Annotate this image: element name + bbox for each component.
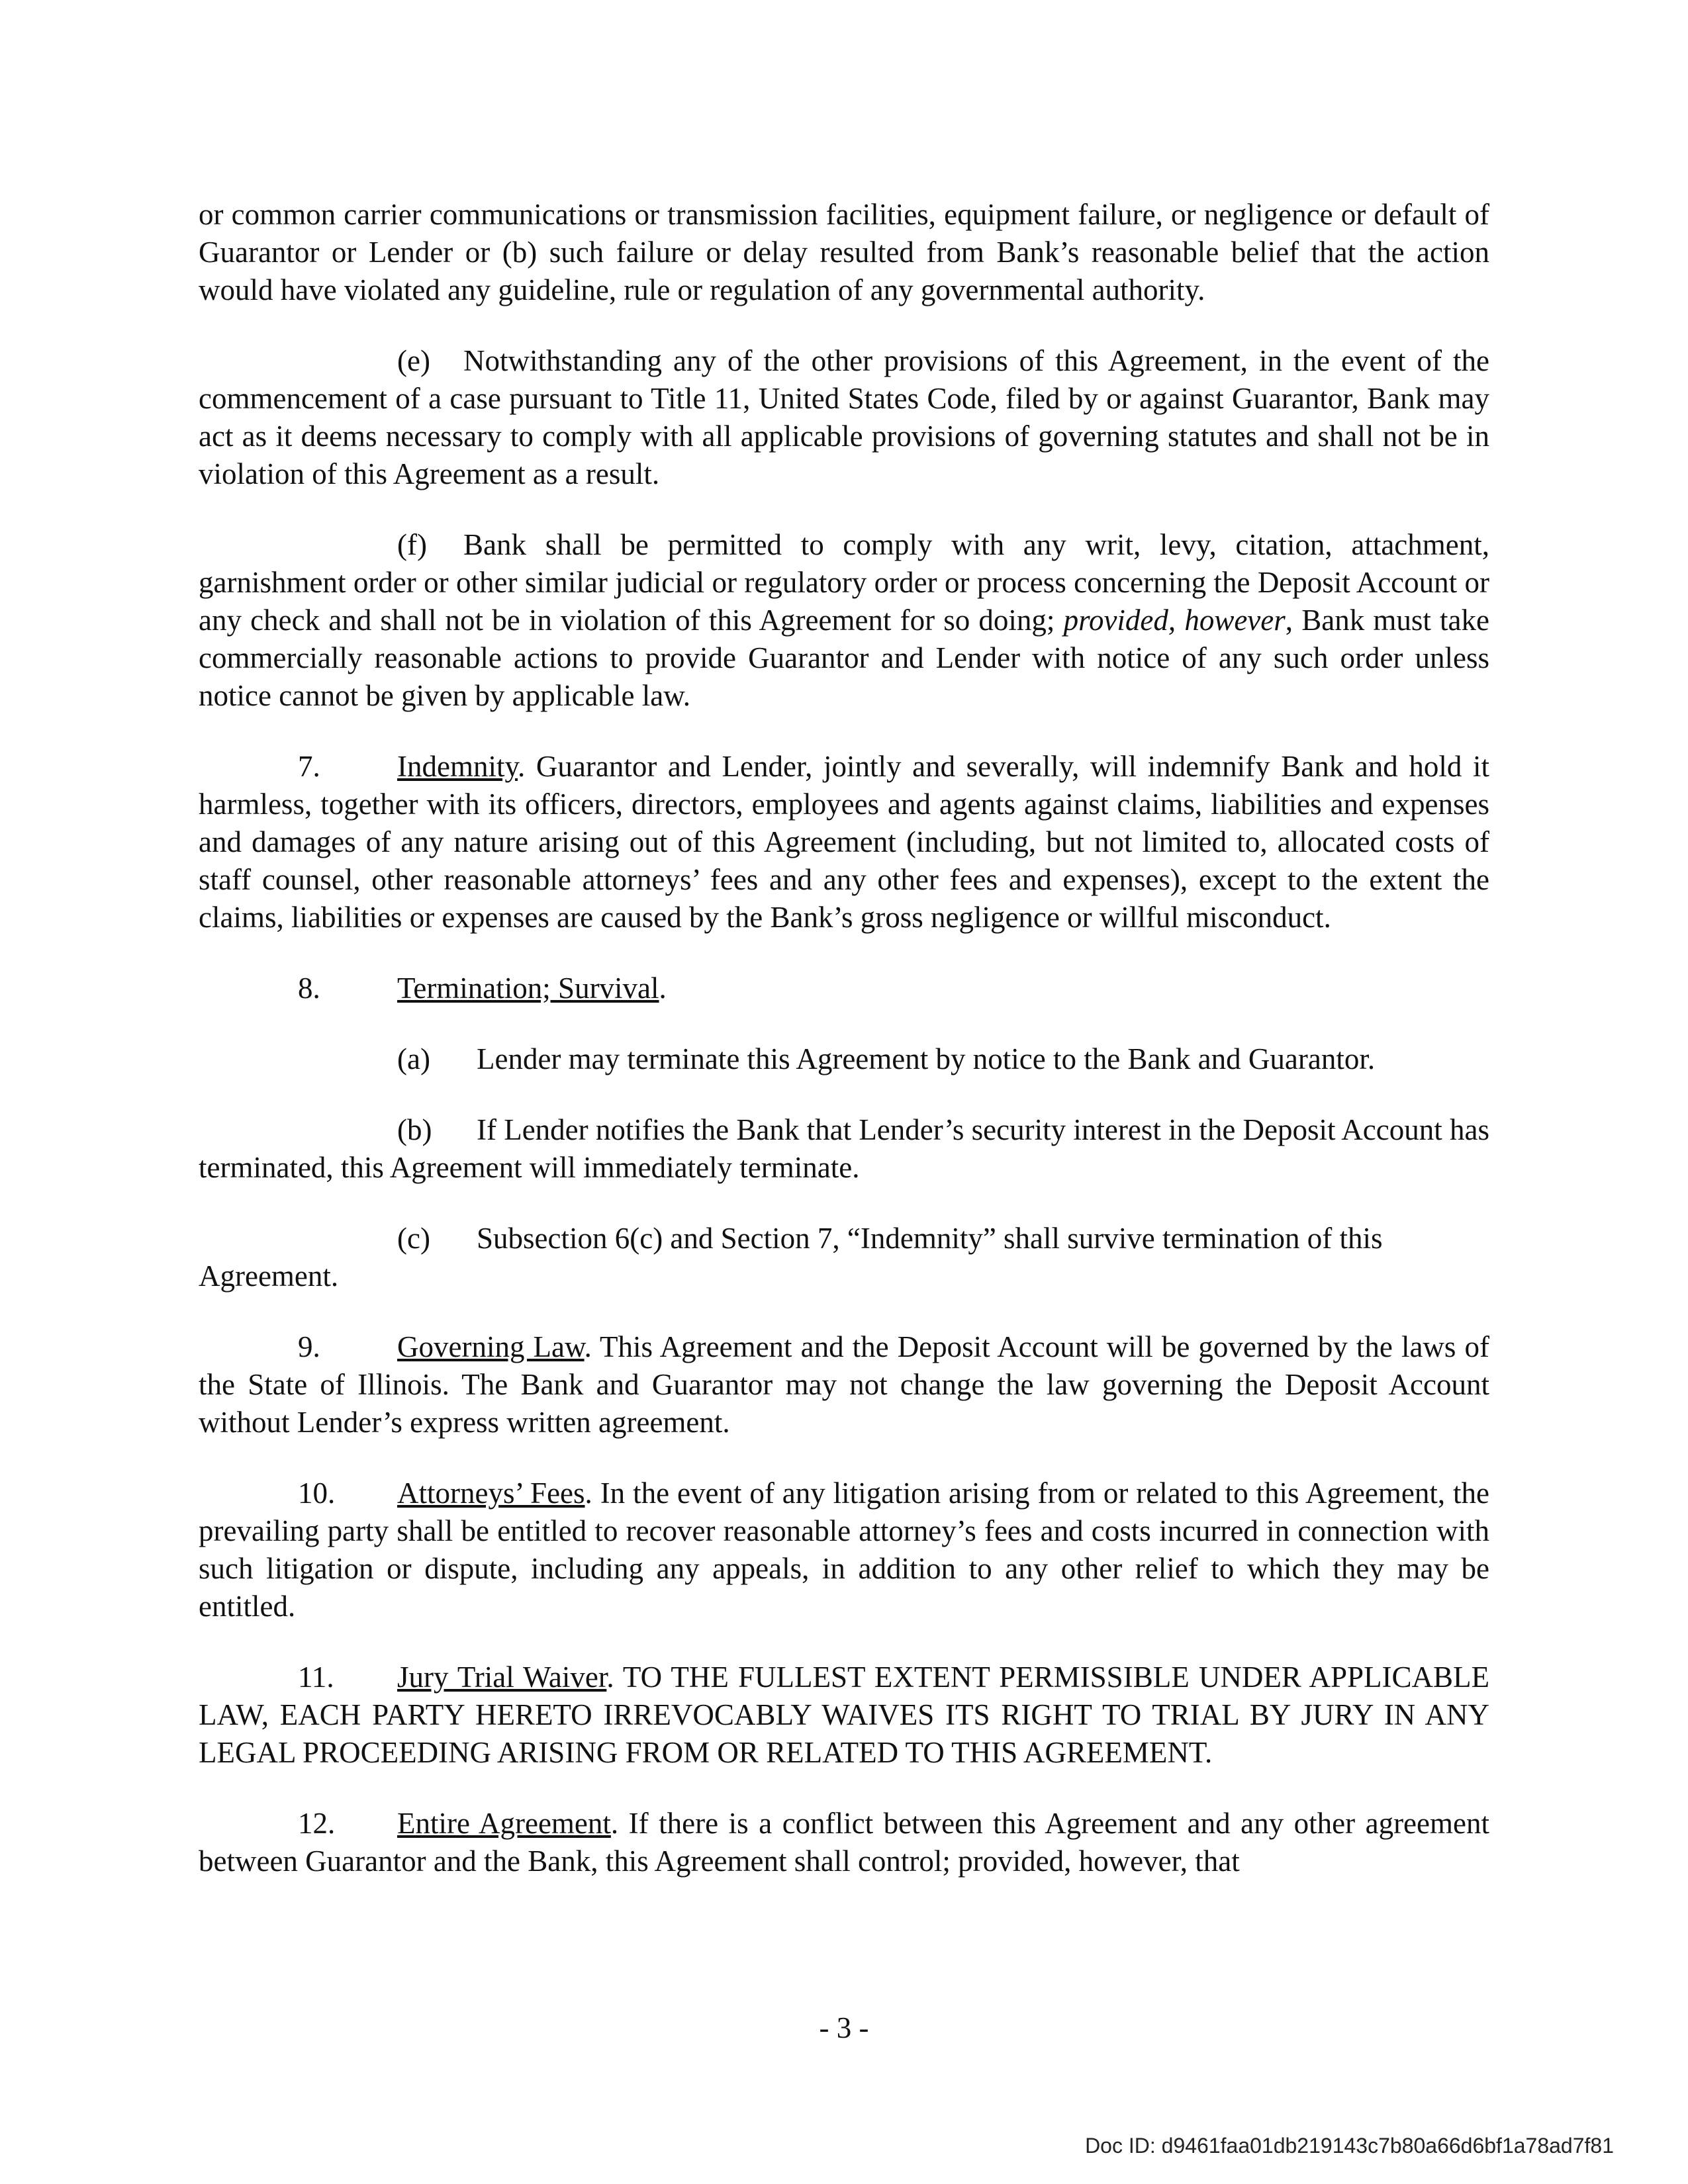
subsection-8a-label: (a) [397, 1042, 430, 1075]
subsection-8b-label: (b) [397, 1113, 432, 1146]
section-12-text: . If there is a conflict between this Agreement and any other agreement between Guarantor and the Bank, this Agreement shall control; provided, however, that [199, 1807, 1489, 1878]
section-12-heading: Entire Agreement [397, 1807, 611, 1840]
subsection-8a-text: Lender may terminate this Agreement by notice to the Bank and Guarantor. [477, 1042, 1376, 1075]
section-7-number: 7. [298, 750, 320, 783]
subsection-8b-text: If Lender notifies the Bank that Lender’s security interest in the Deposit Account has terminated, this Agreement will immediately terminate. [199, 1113, 1489, 1184]
section-10-heading: Attorneys’ Fees [397, 1477, 585, 1510]
subsection-e-label: (e) [397, 344, 430, 377]
subsection-f-italic: provided, however [1063, 604, 1286, 637]
section-10-text: . In the event of any litigation arising from or related to this Agreement, the prevailing party shall be entitled to recover reasonable attorney’s fees and costs incurred in connection with such litigation or dispute, including any appeals, in addition to any other relief to which they may be entitled. [199, 1477, 1489, 1623]
section-9-number: 9. [298, 1330, 320, 1363]
subsection-8c [199, 1220, 1489, 1257]
subsection-8c-text: Subsection 6(c) and Section 7, “Indemnity” shall survive termination of this [477, 1222, 1383, 1255]
subsection-8b [199, 1111, 1489, 1187]
subsection-f [199, 526, 1489, 715]
subsection-e [199, 342, 1489, 493]
section-9-heading: Governing Law [397, 1330, 585, 1363]
subsection-8a [199, 1040, 1489, 1078]
section-7-indemnity [199, 748, 1489, 936]
section-7-text: . Guarantor and Lender, jointly and severally, will indemnify Bank and hold it harmless, together with its officers, directors, employees and agents against claims, liabilities and expenses and damages of any nature arising out of this Agreement (including, but not limited to, allocated costs of staff counsel, other reasonable attorneys’ fees and any other fees and expenses), except to the extent the claims, liabilities or expenses are caused by the Bank’s gross negligence or willful misconduct. [199, 750, 1489, 934]
subsection-8c-label: (c) [397, 1222, 430, 1255]
subsection-f-label: (f) [397, 528, 427, 561]
paragraph-continuation: or common carrier communications or transmission facilities, equipment failure, or negligence or default of Guarantor or Lender or (b) such failure or delay resulted from Bank’s reasonable belief that the action would have violated any guideline, rule or regulation of any governmental authority. [199, 198, 1489, 306]
section-8-text: . [659, 972, 667, 1005]
subsection-8c-continuation: Agreement. [199, 1259, 339, 1293]
section-11-number: 11. [298, 1661, 334, 1694]
subsection-f-text-end: , Bank must take commercially reasonable actions to provide Guarantor and Lender with notice of any such order unless notice cannot be given by applicable law. [199, 604, 1489, 712]
subsection-f-text: Bank shall be permitted to comply with any writ, levy, citation, attachment, garnishment order or other similar judicial or regulatory order or process concerning the Deposit Account or any check and shall not be in violation of this Agreement for so doing; [199, 528, 1489, 637]
section-11-heading: Jury Trial Waiver [397, 1661, 607, 1694]
section-10-attorneys-fees [199, 1475, 1489, 1625]
document-body [199, 196, 1489, 1880]
section-8-number: 8. [298, 972, 320, 1005]
section-7-heading: Indemnity [397, 750, 518, 783]
section-12-number: 12. [298, 1807, 336, 1840]
subsection-e-text: Notwithstanding any of the other provisions of this Agreement, in the event of the commencement of a case pursuant to Title 11, United States Code, filed by or against Guarantor, Bank may act as it deems necessary to comply with all applicable provisions of governing statutes and shall not be in violation of this Agreement as a result. [199, 344, 1489, 490]
section-9-governing-law [199, 1328, 1489, 1441]
section-11-jury-trial-waiver [199, 1659, 1489, 1772]
section-10-number: 10. [298, 1477, 336, 1510]
section-8-heading: Termination; Survival [397, 972, 659, 1005]
section-8-termination [199, 970, 1489, 1007]
section-12-entire-agreement [199, 1805, 1489, 1880]
section-11-text: . TO THE FULLEST EXTENT PERMISSIBLE UNDER APPLICABLE LAW, EACH PARTY HERETO IRREVOCABLY WAIVES ITS RIGHT TO TRIAL BY JURY IN ANY LEGAL PROCEEDING ARISING FROM OR RELATED TO THIS AGREEMENT. [199, 1661, 1490, 1769]
page-number: - 3 - [819, 2011, 869, 2044]
doc-id-label: Doc ID: d9461faa01db219143c7b80a66d6bf1a78ad7f81 [1085, 2134, 1614, 2158]
section-9-text: . This Agreement and the Deposit Account will be governed by the laws of the State of Illinois. The Bank and Guarantor may not change the law governing the Deposit Account without Lender’s express written agreement. [199, 1330, 1489, 1439]
